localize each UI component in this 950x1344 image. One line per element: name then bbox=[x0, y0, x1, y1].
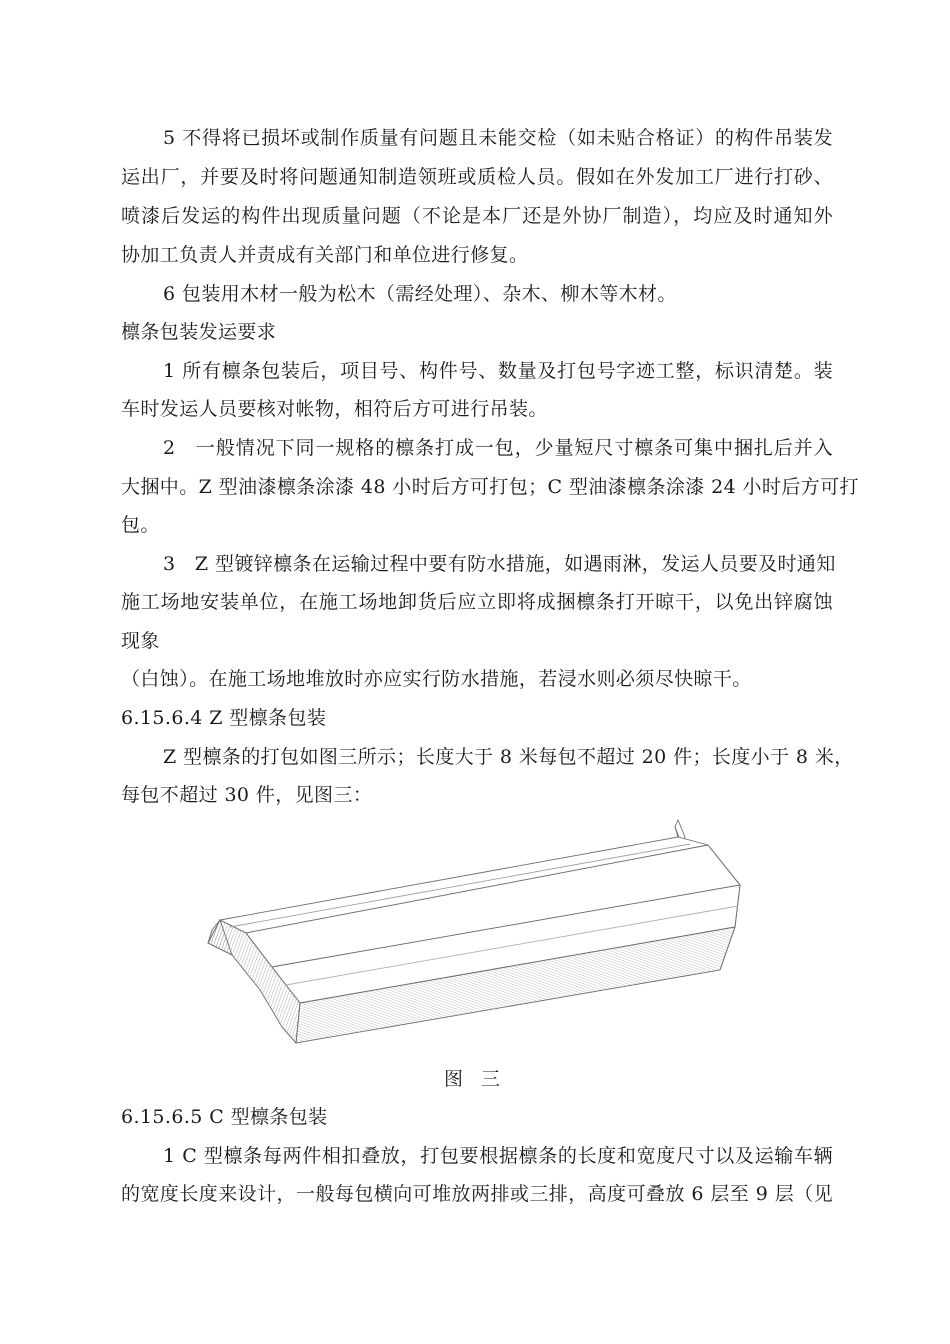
heading-c-purlin: 6.15.6.5 C 型檩条包装 bbox=[121, 1106, 328, 1128]
z-purlin-text-line-2: 每包不超过 30 件，见图三： bbox=[121, 784, 373, 806]
purlin-2-line-2: 大捆中。Z 型油漆檩条涂漆 48 小时后方可打包；C 型油漆檩条涂漆 24 小时后方可打 bbox=[121, 476, 859, 498]
paragraph-5-line-1: 5 不得将已损坏或制作质量有问题且未能交检（如未贴合格证）的构件吊装发 bbox=[163, 127, 833, 149]
heading-purlin-packing: 檩条包装发运要求 bbox=[121, 321, 277, 343]
c-purlin-text-line-1: 1 C 型檩条每两件相扣叠放，打包要根据檩条的长度和宽度尺寸以及运输车辆 bbox=[163, 1145, 833, 1167]
paragraph-5-line-3: 喷漆后发运的构件出现质量问题（不论是本厂还是外协厂制造），均应及时通知外 bbox=[121, 205, 833, 227]
purlin-2-line-1: 2 一般情况下同一规格的檩条打成一包，少量短尺寸檩条可集中捆扎后并入 bbox=[163, 437, 833, 459]
purlin-3-line-4: （白蚀）。在施工场地堆放时亦应实行防水措施，若浸水则必须尽快晾干。 bbox=[121, 668, 752, 690]
purlin-1-line-1: 1 所有檩条包装后，项目号、构件号、数量及打包号字迹工整，标识清楚。装 bbox=[163, 360, 833, 382]
z-purlin-text-line-1: Z 型檩条的打包如图三所示；长度大于 8 米每包不超过 20 件；长度小于 8 米， bbox=[163, 746, 854, 768]
paragraph-5-line-4: 协加工负责人并责成有关部门和单位进行修复。 bbox=[121, 244, 529, 266]
paragraph-6: 6 包装用木材一般为松木（需经处理）、杂木、柳木等木材。 bbox=[163, 283, 677, 305]
z-purlin-bundle-figure bbox=[200, 815, 760, 1055]
purlin-3-line-1: 3 Z 型镀锌檩条在运输过程中要有防水措施，如遇雨淋，发运人员要及时通知 bbox=[163, 553, 836, 575]
purlin-2-line-3: 包。 bbox=[121, 514, 160, 536]
purlin-1-line-2: 车时发运人员要核对帐物，相符后方可进行吊装。 bbox=[121, 398, 548, 420]
purlin-3-line-2: 施工场地安装单位，在施工场地卸货后应立即将成捆檩条打开晾干，以免出锌腐蚀 bbox=[121, 591, 833, 613]
purlin-3-line-3: 现象 bbox=[121, 630, 160, 652]
heading-z-purlin: 6.15.6.4 Z 型檩条包装 bbox=[121, 707, 327, 729]
figure-caption: 图 三 bbox=[443, 1068, 507, 1090]
paragraph-5-line-2: 运出厂，并要及时将问题通知制造领班或质检人员。假如在外发加工厂进行打砂、 bbox=[121, 166, 833, 188]
c-purlin-text-line-2: 的宽度长度来设计，一般每包横向可堆放两排或三排，高度可叠放 6 层至 9 层（见 bbox=[121, 1183, 833, 1205]
